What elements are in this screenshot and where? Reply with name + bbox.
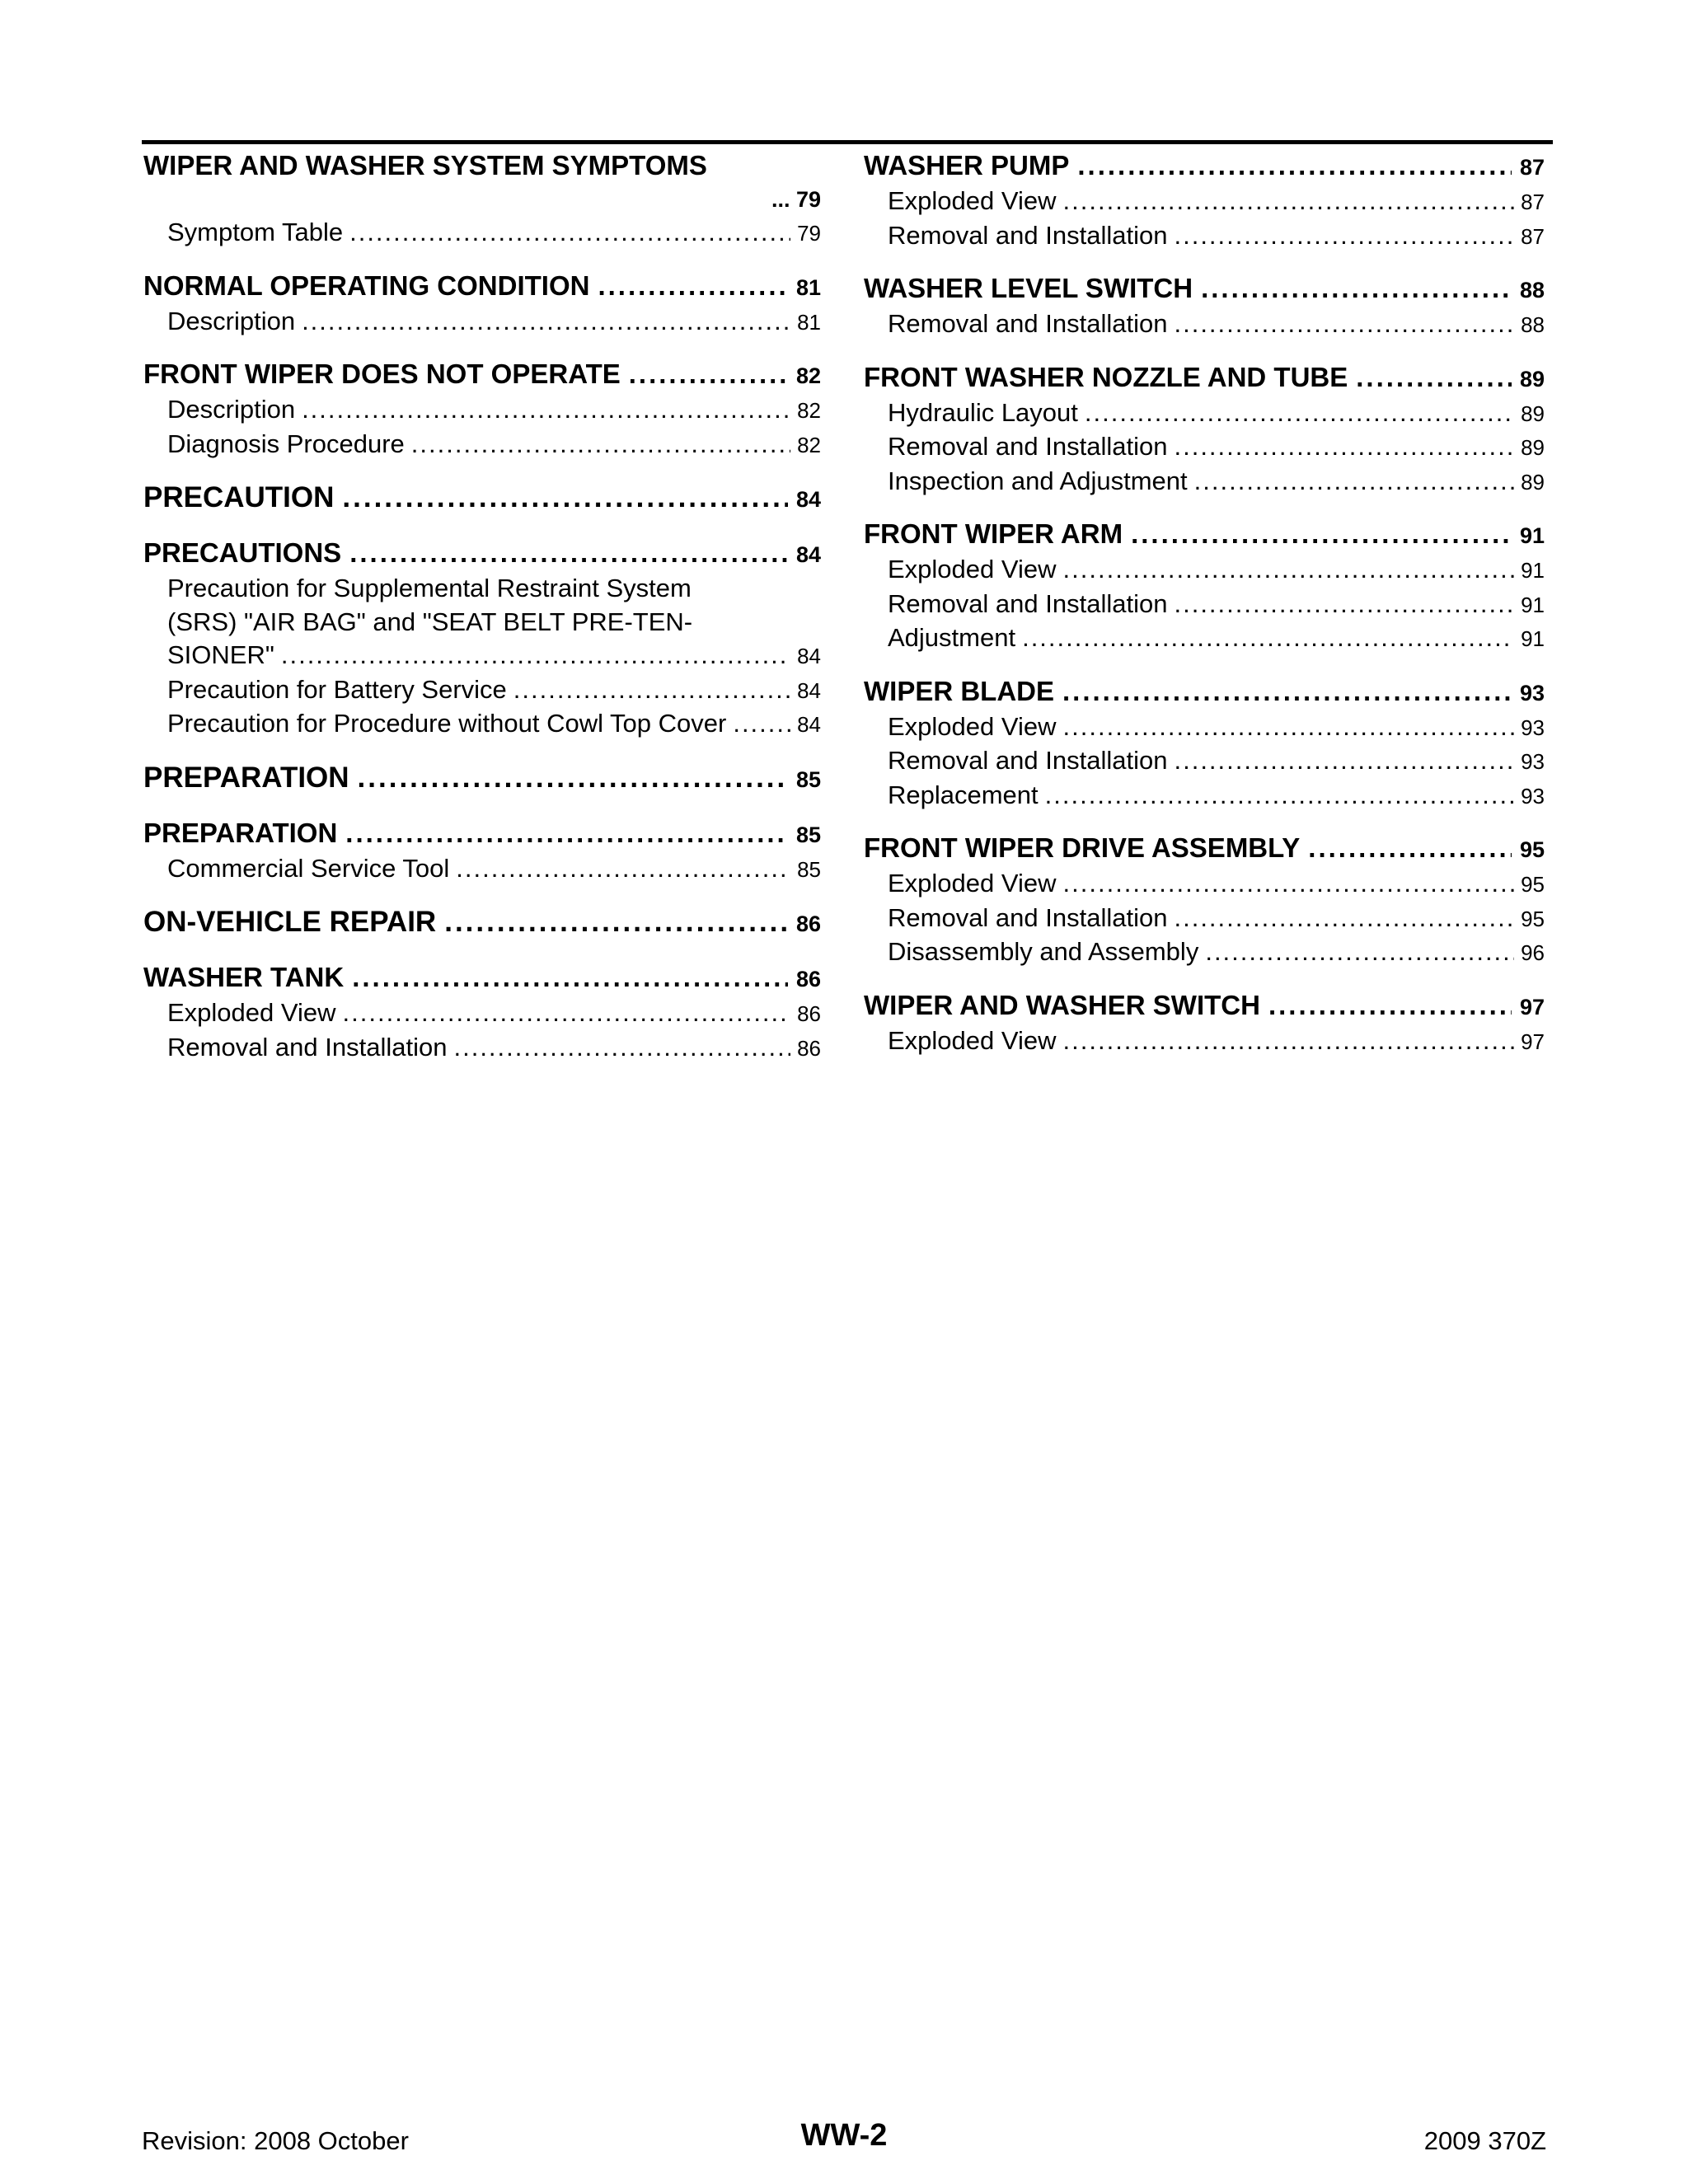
toc-section-title: FRONT WIPER ARM [864, 518, 1123, 549]
toc-page-number: 85 [795, 822, 821, 847]
dot-leader [1174, 588, 1514, 621]
dot-leader [349, 216, 790, 250]
toc-subentry-title: Precaution for Battery Service [167, 674, 507, 704]
toc-subentry[interactable] [864, 185, 1545, 219]
toc-page-number: 93 [1521, 749, 1545, 774]
dot-leader [1062, 674, 1512, 709]
toc-subentry[interactable] [864, 621, 1545, 656]
toc-page-number: 82 [797, 398, 821, 423]
dot-leader [1356, 360, 1512, 395]
toc-subentry[interactable] [143, 1031, 821, 1066]
dot-leader [1022, 621, 1514, 655]
toc-section[interactable] [143, 960, 821, 996]
dot-leader [1085, 396, 1514, 430]
toc-subentry[interactable] [864, 1024, 1545, 1059]
toc-subentry[interactable] [143, 852, 821, 887]
toc-page-number: 91 [1521, 592, 1545, 617]
toc-page-number: 85 [795, 766, 821, 792]
toc-subentry-title: Adjustment [888, 623, 1016, 652]
toc-page-number: 84 [795, 487, 821, 512]
dot-leader [1174, 744, 1514, 778]
toc-page-number: 81 [795, 274, 821, 300]
toc-section-title: NORMAL OPERATING CONDITION [143, 269, 590, 301]
toc-section[interactable] [143, 760, 821, 798]
toc-page-number: 84 [797, 677, 821, 703]
dot-leader [1131, 517, 1512, 551]
toc-subentry-title: Description [167, 306, 296, 335]
toc-page-number: 91 [1521, 626, 1545, 651]
toc-page-number: 89 [1519, 366, 1545, 391]
toc-subentry-title: Commercial Service Tool [167, 853, 450, 883]
toc-section-title: WIPER BLADE [864, 675, 1054, 706]
toc-subentry[interactable] [864, 465, 1545, 499]
dot-leader [1201, 271, 1512, 306]
toc-section[interactable] [143, 536, 821, 572]
toc-section[interactable] [864, 988, 1545, 1024]
toc-section[interactable] [143, 904, 821, 942]
header-rule [142, 140, 1553, 144]
toc-page-number[interactable]: ... 79 [771, 187, 821, 212]
toc-subentry[interactable] [143, 707, 821, 742]
toc-page-number: 87 [1521, 223, 1545, 249]
toc-section[interactable] [864, 831, 1545, 867]
toc-section-title: WIPER AND WASHER SYSTEM SYMPTOMS [143, 150, 707, 180]
dot-leader [343, 996, 791, 1030]
toc-section-title: PREPARATION [143, 817, 338, 848]
dot-leader [1174, 219, 1514, 253]
dot-leader [1174, 430, 1514, 464]
toc-subentry[interactable] [864, 867, 1545, 902]
toc-subentry[interactable] [143, 639, 821, 673]
toc-subentry[interactable] [143, 216, 821, 251]
toc-page-number: 93 [1521, 715, 1545, 740]
toc-section-title: WASHER PUMP [864, 150, 1070, 180]
footer-model: 2009 370Z [1423, 2126, 1546, 2155]
toc-subentry-title: Symptom Table [167, 218, 344, 246]
toc-page-number: 93 [1521, 783, 1545, 808]
toc-page-number: 82 [797, 432, 821, 457]
toc-subentry-title: Exploded View [167, 998, 336, 1027]
dot-leader [1063, 867, 1515, 901]
toc-subentry[interactable] [143, 428, 821, 462]
dot-leader [345, 816, 788, 851]
toc-page-number: 81 [797, 309, 821, 335]
toc-section-title: FRONT WIPER DRIVE ASSEMBLY [864, 832, 1301, 863]
toc-subentry-title: Exploded View [888, 555, 1057, 583]
toc-page-number: 82 [795, 363, 821, 388]
toc-subentry[interactable] [143, 996, 821, 1031]
dot-leader [733, 707, 790, 741]
toc-subentry-title: SIONER" [167, 640, 274, 669]
toc-page-number: 86 [797, 1001, 821, 1026]
toc-subentry-title: Removal and Installation [888, 902, 1168, 932]
toc-subentry-title: Precaution for Procedure without Cowl Top Cover [167, 709, 727, 738]
dot-leader [1194, 465, 1514, 499]
toc-page-number: 89 [1521, 469, 1545, 494]
toc-page-number: 91 [1521, 558, 1545, 583]
toc-section-title: PREPARATION [143, 761, 349, 794]
toc-subentry[interactable] [864, 430, 1545, 465]
toc-subentry-title: Replacement [888, 780, 1039, 809]
dot-leader [352, 960, 788, 995]
toc-page-number: 97 [1521, 1029, 1545, 1054]
toc-page-number: 85 [797, 856, 821, 882]
toc-section[interactable] [864, 148, 1545, 185]
toc-subentry-title: Disassembly and Assembly [888, 937, 1199, 966]
toc-subentry-title: Description [167, 395, 296, 424]
toc-subentry[interactable] [864, 307, 1545, 342]
toc-subentry-line[interactable]: Precaution for Supplemental Restraint System [167, 574, 692, 602]
dot-leader [1077, 148, 1512, 183]
dot-leader [1308, 831, 1512, 865]
toc-subentry[interactable] [864, 710, 1545, 745]
dot-leader [1045, 779, 1514, 813]
toc-section[interactable] [864, 360, 1545, 396]
toc-section-title: FRONT WIPER DOES NOT OPERATE [143, 359, 621, 389]
toc-subentry-title: Exploded View [888, 186, 1057, 215]
toc-subentry-title: Exploded View [888, 1025, 1057, 1055]
toc-page-number: 96 [1521, 940, 1545, 965]
toc-subentry[interactable] [864, 902, 1545, 936]
toc-subentry-line[interactable]: (SRS) "AIR BAG" and "SEAT BELT PRE-TEN- [167, 607, 693, 636]
toc-subentry-title: Exploded View [888, 711, 1057, 741]
toc-subentry[interactable] [864, 396, 1545, 431]
toc-page-number: 87 [1521, 190, 1545, 214]
toc-section[interactable] [143, 480, 821, 518]
dot-leader [349, 536, 788, 570]
toc-section-title: WASHER LEVEL SWITCH [864, 273, 1193, 303]
dot-leader [302, 305, 790, 339]
toc-page-number: 88 [1519, 278, 1545, 302]
dot-leader [598, 269, 788, 303]
toc-subentry-title: Removal and Installation [167, 1032, 448, 1062]
toc-section-title: ON-VEHICLE REPAIR [143, 906, 437, 938]
toc-subentry[interactable] [143, 393, 821, 428]
dot-leader [513, 673, 790, 707]
toc-subentry-title: Removal and Installation [888, 746, 1168, 775]
dot-leader [411, 428, 790, 462]
toc-left-column [143, 148, 821, 1065]
toc-subentry-title: Removal and Installation [888, 309, 1168, 338]
dot-leader [1205, 935, 1514, 969]
toc-page-number: 79 [797, 221, 821, 246]
dot-leader [342, 480, 788, 516]
toc-page-number: 84 [797, 712, 821, 737]
dot-leader [302, 393, 790, 427]
toc-page-number: 89 [1521, 435, 1545, 460]
toc-subentry[interactable] [143, 305, 821, 340]
toc-page-number: 84 [795, 542, 821, 567]
toc-section[interactable] [143, 816, 821, 852]
toc-subentry[interactable] [864, 588, 1545, 622]
toc-subentry[interactable] [864, 553, 1545, 588]
toc-section[interactable] [864, 517, 1545, 553]
toc-subentry-title: Diagnosis Procedure [167, 429, 405, 458]
toc-subentry[interactable] [864, 744, 1545, 779]
dot-leader [456, 852, 790, 886]
toc-subentry-title: Inspection and Adjustment [888, 466, 1188, 495]
toc-page-number: 87 [1519, 155, 1545, 180]
toc-subentry[interactable] [864, 219, 1545, 254]
toc-page-number: 95 [1521, 872, 1545, 897]
toc-section-title: PRECAUTIONS [143, 537, 342, 568]
dot-leader [1063, 710, 1515, 744]
dot-leader [453, 1031, 790, 1065]
toc-section[interactable] [864, 271, 1545, 307]
dot-leader [281, 639, 790, 673]
toc-section-title: FRONT WASHER NOZZLE AND TUBE [864, 361, 1348, 392]
toc-subentry[interactable] [864, 935, 1545, 970]
toc-subentry-title: Removal and Installation [888, 220, 1168, 250]
toc-page-number: 86 [797, 1035, 821, 1061]
dot-leader [1063, 553, 1515, 587]
toc-subentry-title: Removal and Installation [888, 432, 1168, 461]
dot-leader [444, 904, 788, 940]
toc-section-title: PRECAUTION [143, 481, 335, 513]
toc-page-number: 93 [1519, 680, 1545, 705]
toc-section-title: WASHER TANK [143, 962, 345, 992]
toc-section[interactable] [143, 357, 821, 393]
footer-revision: Revision: 2008 October [142, 2126, 409, 2155]
toc-page-number: 89 [1521, 401, 1545, 426]
toc-subentry-title: Exploded View [888, 869, 1057, 898]
footer-page-id: WW-2 [800, 2118, 888, 2153]
toc-subentry[interactable] [143, 673, 821, 708]
dot-leader [629, 357, 788, 391]
toc-right-column [864, 148, 1545, 1058]
toc-page-number: 95 [1519, 837, 1545, 862]
toc-page-number: 84 [797, 644, 821, 668]
dot-leader [1174, 307, 1514, 341]
dot-leader [1063, 1024, 1515, 1058]
toc-page-number: 86 [795, 967, 821, 991]
dot-leader [358, 760, 788, 796]
toc-page-number: 97 [1519, 994, 1545, 1019]
toc-section[interactable] [864, 674, 1545, 710]
toc-subentry-title: Hydraulic Layout [888, 397, 1078, 427]
toc-page-number: 88 [1521, 312, 1545, 337]
toc-page-number: 86 [795, 912, 821, 936]
toc-page-number: 95 [1521, 906, 1545, 931]
toc-page-number: 91 [1519, 523, 1545, 548]
toc-subentry[interactable] [864, 779, 1545, 813]
dot-leader [1174, 902, 1514, 935]
toc-subentry-title: Removal and Installation [888, 588, 1168, 618]
toc-section-title: WIPER AND WASHER SWITCH [864, 989, 1260, 1020]
dot-leader [1063, 185, 1515, 218]
dot-leader [1268, 988, 1512, 1023]
toc-section[interactable] [143, 269, 821, 305]
